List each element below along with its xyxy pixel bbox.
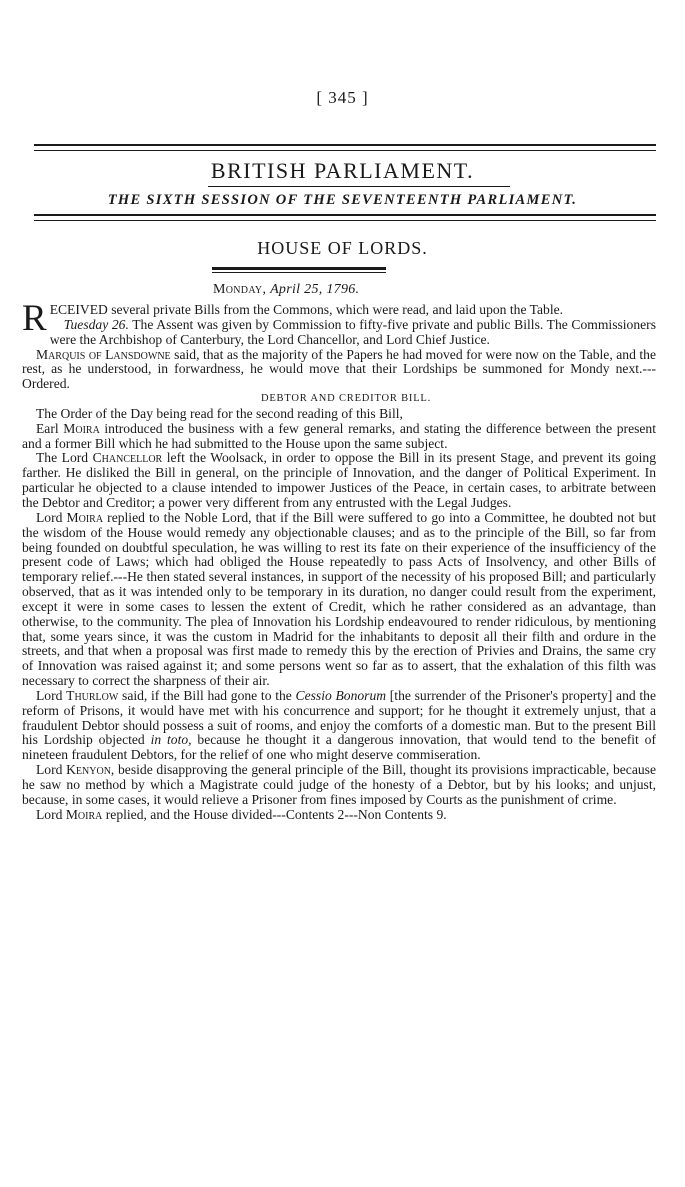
paragraph-lansdowne: Marquis of Lansdowne said, that as the majority of the Papers he had moved for were now on the Table, and the rest, as he understood, in forwardness, he would move that their Lordships be summoned for Mondy next.---Ordered.	[22, 346, 656, 392]
proceedings-body	[22, 298, 657, 823]
date-day: Monday,	[213, 282, 267, 297]
paragraph-received: RECEIVED several private Bills from the Commons, which were read, and laid upon the Table.	[22, 298, 564, 339]
drop-cap: R	[22, 298, 47, 339]
section-heading: DEBTOR AND CREDITOR BILL.	[260, 393, 432, 405]
paragraph-thurlow: Lord Thurlow said, if the Bill had gone to the Cessio Bonorum [the surrender of the Prisoner's property] and the reform of Prisons, it would have met with his concurrence and support; for he thought it extremely unjust, that a fraudulent Debtor should possess a suit of rooms, and enjoy the comforts of a domestic man. But to the present Bill his Lordship objected in toto, because he thought it a dangerous innovation, that would tend to the benefit of nineteen fraudulent Debtors, for the relief of one who might deserve commiseration.	[22, 687, 656, 763]
speaker-name: Thurlow	[66, 687, 119, 703]
title-underline	[208, 186, 510, 187]
session-subtitle: THE SIXTH SESSION OF THE SEVENTEENTH PARLIAMENT.	[107, 192, 578, 208]
page-number: [ 345 ]	[316, 88, 369, 107]
entry-date: Tuesday 26.	[63, 316, 129, 332]
speaker-name: Moira	[65, 806, 103, 822]
paragraph-order-of-day: The Order of the Day being read for the second reading of this Bill,	[36, 405, 403, 421]
paragraph-moira-reply: Lord Moira replied to the Noble Lord, that if the Bill were suffered to go into a Committee, he doubted not but the wisdom of the House would remedy any objectionable clauses; and as to the principle of the Bill, so far from being founded on doubtful speculation, he was willing to rest its fate on their experience of the insufficiency of the present code of Laws; which had obliged the House repeatedly to pass Acts of Insolvency, and other Bills of temporary relief.---He then stated several instances, in support of the necessity of his proposed Bill; and particularly observed, that as it was intended only to be temporary in its duration, no danger could result from the experiment, except it were in some cases to lessen the extent of Credit, which he rather considered as an advantage, than otherwise, to the community. The plea of Innovation his Lordship endeavoured to render ridiculous, by mentioning that, some years since, it was the custom in Madrid for the inhabitants to deposit all their filth and ordure in the streets, and that when a proposal was first made to remedy this by the erection of Privies and Drains, the same cry of Innovation was raised against it; and some persons went so far as to assert, that the exhalation of this filth was necessary to correct the sharpness of their air.	[22, 509, 656, 689]
house-rule-thick	[212, 267, 386, 270]
date-year: 1796.	[326, 282, 360, 297]
subtitle-double-rule	[34, 214, 656, 221]
paragraph-division: Lord Moira replied, and the House divided---Contents 2---Non Contents 9.	[36, 806, 447, 822]
speaker-name: Kenyon	[66, 762, 111, 778]
top-double-rule	[34, 144, 656, 151]
speaker-name: Moira	[66, 509, 104, 525]
paragraph-moira-intro: Earl Moira introduced the business with a few general remarks, and stating the difference between the present and a former Bill which he had submitted to the House upon the same subject.	[22, 420, 657, 451]
house-rule-thin	[212, 272, 386, 273]
speaker-name: Marquis of Lansdowne	[36, 346, 171, 362]
date-date: April 25,	[270, 282, 323, 297]
house-heading: HOUSE OF LORDS.	[257, 238, 428, 258]
date-line	[213, 282, 359, 298]
speaker-name: Chancellor	[92, 450, 163, 466]
page-title: BRITISH PARLIAMENT.	[210, 158, 475, 183]
paragraph-kenyon: Lord Kenyon, beside disapproving the general principle of the Bill, thought its provisions impracticable, because he saw no method by which a Magistrate could judge of the honesty of a Debtor, but by his looks; and unjust, because, in some cases, it would relieve a Prisoner from fines imposed by Courts as the punishment of crime.	[22, 762, 656, 807]
paragraph-chancellor: The Lord Chancellor left the Woolsack, in order to oppose the Bill in its present Stage, and prevent its going farther. He disliked the Bill in general, on the principle of Innovation, and the danger of Political Experiment. In particular he objected to a clause intended to impower Justices of the Peace, in certain cases, to arbitrate between the Debtor and Creditor; a power very different from any entrusted with the Legal Judges.	[22, 450, 657, 510]
paragraph-tuesday: Tuesday 26. The Assent was given by Commission to fifty-five private and public Bills. The Commissioners were the Archbishop of Canterbury, the Lord Chancellor, and Lord Chief Justice.	[49, 316, 656, 347]
speaker-name: Moira	[63, 420, 100, 436]
